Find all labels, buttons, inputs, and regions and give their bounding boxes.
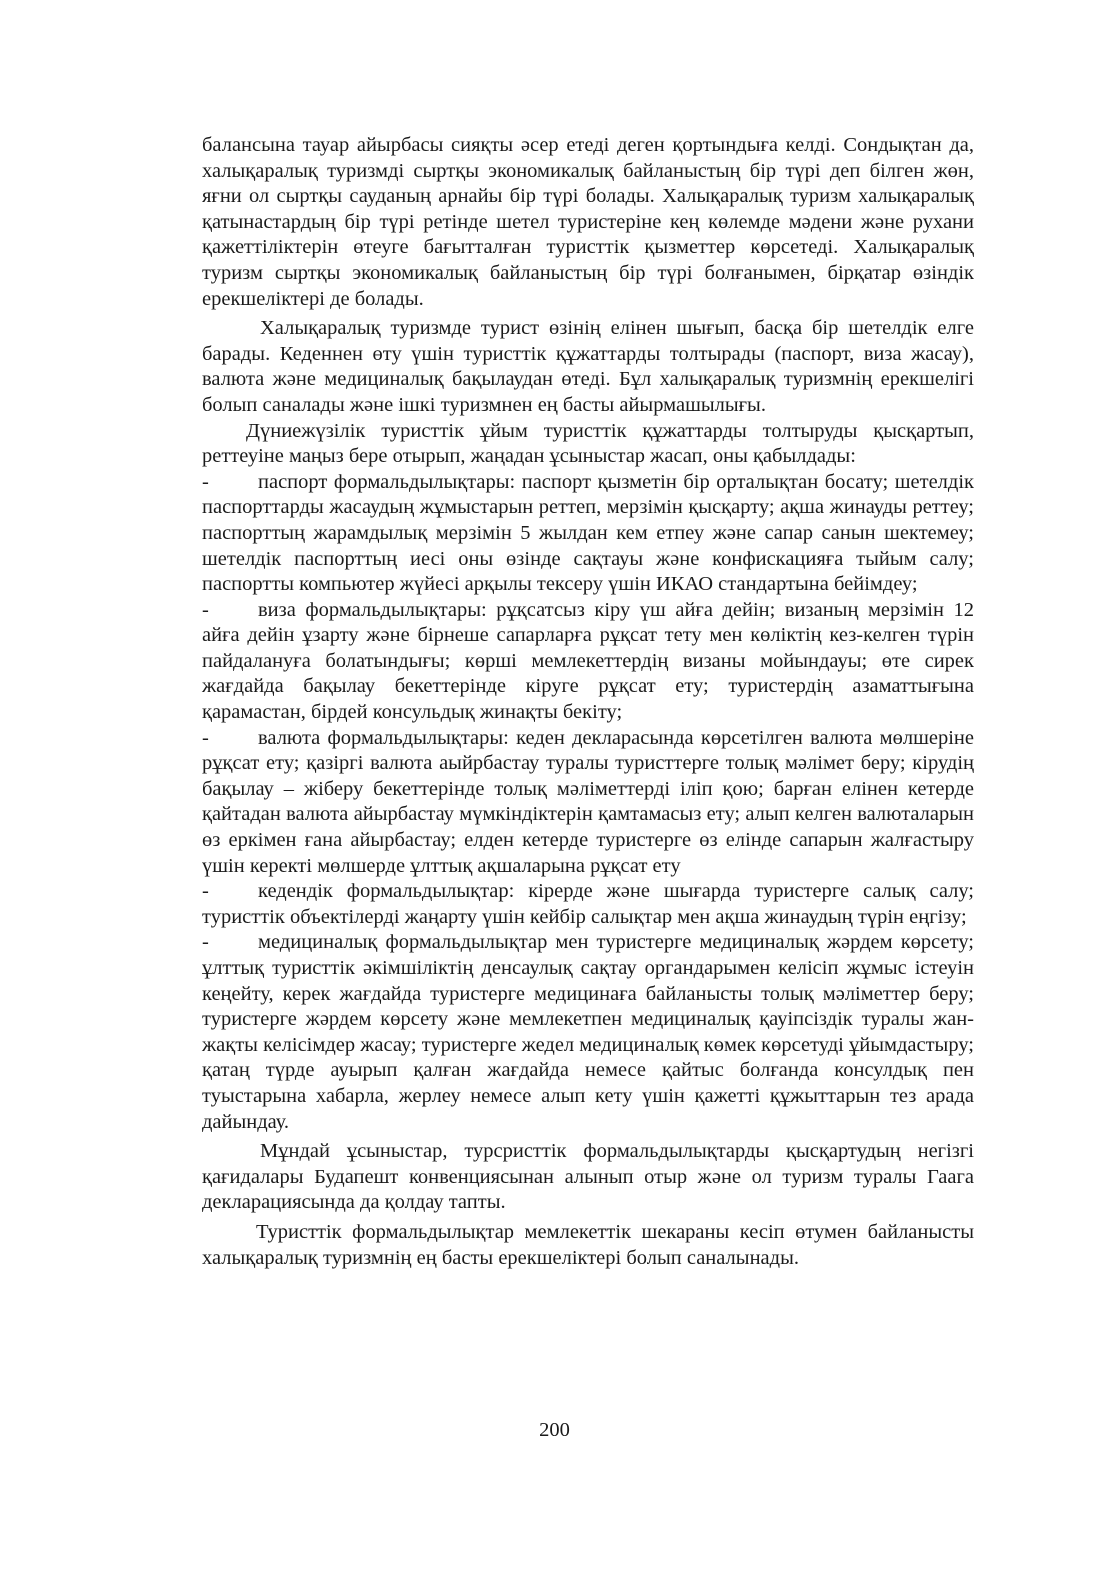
paragraph: балансына тауар айырбасы сияқты әсер етеді деген қортындыға келді. Сондықтан да, халықаралық туризмді сыртқы экономикалық байланыстың бір түрі деп білген жөн, яғни ол сыртқы сауданың арнайы бір түрі болады. Халықаралық туризм халықаралық қатынастардың бір түрі ретінде шетел туристеріне кең көлемде мәдени және рухани қажеттіліктерін өтеуге бағытталған туристтік қызметтер көрсетеді. Халықаралық туризм сыртқы экономикалық байланыстың бір түрі болғанымен, бірқатар өзіндік ерекшеліктері де болады. (202, 134, 974, 310)
paragraph: Туристтік формальдылықтар мемлекеттік шекараны кесіп өтумен байланысты халықаралық туризмнің ең басты ерекшеліктері болып саналынады. (202, 1220, 974, 1269)
list-marker: - (202, 470, 209, 493)
list-marker: - (202, 931, 209, 954)
list-item (202, 470, 974, 598)
list-item (202, 726, 974, 880)
paragraph: Дүниежүзілік туристтік ұйым туристтік құжаттарды толтыруды қысқартып, реттеуіне маңыз бере отырып, жаңадан ұсыныстар жасап, оны қабылдады: (202, 419, 974, 468)
body-text (202, 133, 974, 1271)
list-item (202, 879, 974, 930)
paragraph: Мұндай ұсыныстар, турсристтік формальдылықтарды қысқартудың негізгі қағидалары Будапешт конвенциясынан алынып отыр және ол туризм туралы Гаага декларациясында да қолдау тапты. (202, 1140, 974, 1214)
page-number: 200 (539, 1419, 570, 1441)
list-item-text: медициналық формальдылықтар мен туристерге медициналық жәрдем көрсету; ұлттық туристтік әкімшіліктің денсаулық сақтау органдарымен келісіп жұмыс істеуін кеңейту, керек жағдайда туристерге медицинаға байланысты толық мәліметтер беру; туристерге жәрдем көрсету және мемлекетпен медициналық қауіпсіздік туралы жан-жақты келісімдер жасау; туристерге жедел медициналық көмек көрсетуді ұйымдастыру; қатаң түрде ауырып қалған жағдайда немесе қайтыс болғанда консулдық пен туыстарына хабарла, жерлеу немесе алып кету үшін қажетті құжыттарын тез арада дайындау. (202, 931, 974, 1133)
list-item-text: паспорт формальдылықтары: паспорт қызметін бір орталықтан босату; шетелдік паспорттарды жасаудың жұмыстарын реттеп, мерзімін қысқарту; ақша жинауды реттеу; паспорттың жарамдылық мерзімін 5 жылдан кем етпеу және сапар санын шектемеу; шетелдік паспорттың иесі оны өзінде сақтауы және конфискацияға тыйым салу; паспортты компьютер жүйесі арқылы тексеру үшін ИКАО стандартына бейімдеу; (202, 470, 974, 596)
paragraph: Халықаралық туризмде турист өзінің елінен шығып, басқа бір шетелдік елге барады. Кеденнен өту үшін туристтік құжаттарды толтырады (паспорт, виза жасау), валюта және медициналық бақылаудан өтеді. Бұл халықаралық туризмнің ерекшелігі болып саналады және ішкі туризмнен ең басты айырмашылығы. (202, 317, 974, 416)
list-marker: - (202, 598, 209, 621)
list-item (202, 598, 974, 726)
list-marker: - (202, 880, 209, 903)
list-marker: - (202, 726, 209, 749)
list-item (202, 930, 974, 1135)
list-item-text: кедендік формальдылықтар: кірерде және шығарда туристерге салық салу; туристтік объектілерді жаңарту үшін кейбір салықтар мен ақша жинаудың түрін еңгізу; (202, 880, 974, 928)
list-item-text: виза формальдылықтары: рұқсатсыз кіру үш айға дейін; визаның мерзімін 12 айға дейін ұзарту және бірнеше сапарларға рұқсат тету мен көліктің кез-келген түрін пайдалануға болатындығы; көрші мемлекеттердің визаны мойындауы; өте сирек жағдайда бақылау бекеттерінде кіруге рұқсат ету; туристердің азаматтығына қарамастан, бірдей консульдық жинақты бекіту; (202, 598, 974, 724)
list-item-text: валюта формальдылықтары: кеден декларасында көрсетілген валюта мөлшеріне рұқсат ету; қазіргі валюта аыйрбастау туралы туристтерге толық мәлімет беру; кірудің бақылау – жіберу бекеттерінде толық мәліметтерді іліп қою; барған елінен кетерде қайтадан валюта айырбастау мүмкіндіктерін қамтамасыз ету; алып келген валюталарын өз еркімен ғана айырбастау; елден кетерде туристерге өз елінде сапарын жалғастыру үшін керекті мөлшерде ұлттық ақшаларына рұқсат ету (202, 726, 974, 877)
